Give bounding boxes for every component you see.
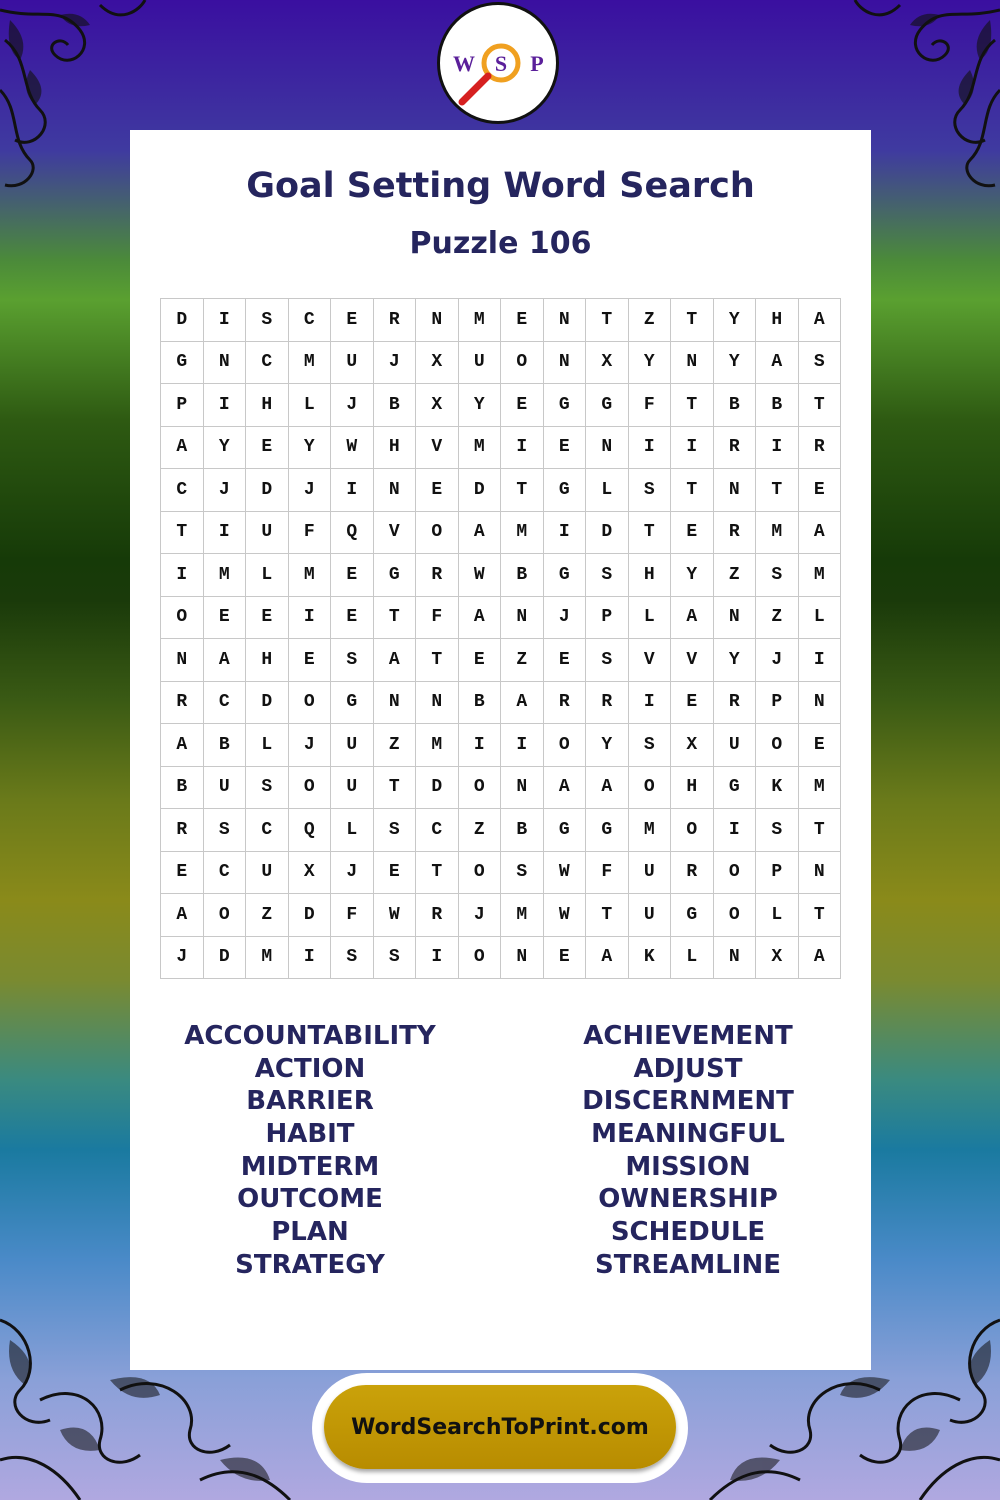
grid-cell[interactable]: R	[161, 809, 204, 852]
grid-cell[interactable]: T	[799, 809, 842, 852]
grid-cell[interactable]: I	[204, 384, 247, 427]
grid-cell[interactable]: U	[714, 724, 757, 767]
grid-cell[interactable]: C	[289, 299, 332, 342]
word-item: ACHIEVEMENT	[583, 1021, 793, 1051]
grid-cell[interactable]: E	[544, 937, 587, 980]
grid-cell[interactable]: N	[501, 937, 544, 980]
grid-cell[interactable]: G	[544, 384, 587, 427]
grid-cell[interactable]: B	[501, 809, 544, 852]
grid-cell[interactable]: N	[714, 597, 757, 640]
grid-cell[interactable]: Z	[629, 299, 672, 342]
grid-cell[interactable]: A	[544, 767, 587, 810]
grid-cell[interactable]: P	[586, 597, 629, 640]
word-item: STREAMLINE	[595, 1249, 781, 1280]
word-item: HABIT	[265, 1119, 355, 1150]
logo-letter-p: P	[530, 51, 544, 76]
grid-cell[interactable]: N	[374, 682, 417, 725]
grid-cell[interactable]: U	[204, 767, 247, 810]
grid-cell[interactable]: I	[671, 427, 714, 470]
grid-cell[interactable]: M	[289, 342, 332, 385]
grid-cell[interactable]: R	[374, 299, 417, 342]
grid-cell[interactable]: L	[799, 597, 842, 640]
grid-cell[interactable]: I	[331, 469, 374, 512]
grid-cell[interactable]: V	[416, 427, 459, 470]
grid-cell[interactable]: T	[416, 852, 459, 895]
grid-cell[interactable]: Z	[714, 554, 757, 597]
grid-cell[interactable]: T	[799, 384, 842, 427]
grid-cell[interactable]: Y	[714, 299, 757, 342]
grid-cell[interactable]: J	[331, 852, 374, 895]
grid-cell[interactable]: B	[204, 724, 247, 767]
grid-cell[interactable]: W	[331, 427, 374, 470]
grid-cell[interactable]: N	[416, 682, 459, 725]
grid-cell[interactable]: S	[501, 852, 544, 895]
grid-cell[interactable]: M	[246, 937, 289, 980]
grid-cell[interactable]: K	[629, 937, 672, 980]
grid-cell[interactable]: I	[161, 554, 204, 597]
ornament-top-right	[850, 0, 1000, 200]
grid-cell[interactable]: E	[671, 682, 714, 725]
grid-cell[interactable]: N	[544, 342, 587, 385]
grid-cell[interactable]: L	[331, 809, 374, 852]
grid-cell[interactable]: A	[799, 299, 842, 342]
grid-cell[interactable]: D	[459, 469, 502, 512]
grid-cell[interactable]: J	[289, 469, 332, 512]
grid-cell[interactable]: L	[671, 937, 714, 980]
word-item: BARRIER	[246, 1086, 374, 1117]
grid-cell[interactable]: Y	[629, 342, 672, 385]
grid-cell[interactable]: O	[459, 852, 502, 895]
logo-letter-w: W	[453, 51, 475, 76]
grid-cell[interactable]: B	[501, 554, 544, 597]
grid-cell[interactable]: S	[374, 937, 417, 980]
grid-cell[interactable]: N	[204, 342, 247, 385]
site-link-text: WordSearchToPrint.com	[351, 1414, 649, 1440]
grid-cell[interactable]: N	[714, 937, 757, 980]
grid-cell[interactable]: U	[331, 767, 374, 810]
grid-cell[interactable]: O	[501, 342, 544, 385]
grid-cell[interactable]: G	[544, 809, 587, 852]
grid-cell[interactable]: E	[544, 427, 587, 470]
grid-cell[interactable]: J	[459, 894, 502, 937]
grid-cell[interactable]: W	[459, 554, 502, 597]
grid-cell[interactable]: T	[799, 894, 842, 937]
grid-cell[interactable]: J	[289, 724, 332, 767]
puzzle-title: Goal Setting Word Search	[246, 166, 755, 206]
grid-cell[interactable]: B	[714, 384, 757, 427]
grid-cell[interactable]: I	[629, 682, 672, 725]
grid-cell[interactable]: I	[799, 639, 842, 682]
word-item: PLAN	[271, 1217, 349, 1248]
grid-cell[interactable]: L	[246, 554, 289, 597]
magnifier-icon	[440, 5, 556, 121]
grid-cell[interactable]: T	[161, 512, 204, 555]
grid-cell[interactable]: P	[756, 682, 799, 725]
grid-cell[interactable]: S	[799, 342, 842, 385]
grid-cell[interactable]: Q	[331, 512, 374, 555]
grid-cell[interactable]: F	[629, 384, 672, 427]
grid-cell[interactable]: I	[416, 937, 459, 980]
logo-letter-s: S	[494, 51, 508, 76]
grid-cell[interactable]: E	[416, 469, 459, 512]
grid-cell[interactable]: I	[459, 724, 502, 767]
grid-cell[interactable]: M	[459, 427, 502, 470]
grid-cell[interactable]: U	[246, 852, 289, 895]
grid-cell[interactable]: A	[756, 342, 799, 385]
grid-cell[interactable]: D	[289, 894, 332, 937]
grid-cell[interactable]: G	[714, 767, 757, 810]
grid-cell[interactable]: B	[374, 384, 417, 427]
grid-cell[interactable]: T	[501, 469, 544, 512]
puzzle-panel	[130, 130, 871, 1370]
grid-cell[interactable]: Z	[246, 894, 289, 937]
grid-cell[interactable]: N	[586, 427, 629, 470]
grid-cell[interactable]: M	[629, 809, 672, 852]
grid-cell[interactable]: S	[331, 639, 374, 682]
grid-cell[interactable]: L	[246, 724, 289, 767]
grid-cell[interactable]: I	[544, 512, 587, 555]
grid-cell[interactable]: M	[459, 299, 502, 342]
grid-cell[interactable]: O	[544, 724, 587, 767]
word-item: MIDTERM	[240, 1151, 380, 1182]
grid-cell[interactable]: T	[374, 767, 417, 810]
grid-cell[interactable]: S	[629, 469, 672, 512]
grid-cell[interactable]: A	[501, 682, 544, 725]
grid-cell[interactable]: J	[756, 639, 799, 682]
grid-cell[interactable]: N	[799, 682, 842, 725]
grid-cell[interactable]: S	[756, 809, 799, 852]
grid-cell[interactable]: I	[289, 597, 332, 640]
word-item: OUTCOME	[237, 1184, 383, 1215]
grid-cell[interactable]: J	[374, 342, 417, 385]
grid-cell[interactable]: D	[161, 299, 204, 342]
grid-cell[interactable]: W	[374, 894, 417, 937]
grid-cell[interactable]: E	[331, 554, 374, 597]
grid-cell[interactable]: S	[246, 767, 289, 810]
grid-cell[interactable]: V	[374, 512, 417, 555]
grid-cell[interactable]: M	[416, 724, 459, 767]
grid-cell[interactable]: S	[756, 554, 799, 597]
grid-cell[interactable]: D	[586, 512, 629, 555]
grid-cell[interactable]: A	[374, 639, 417, 682]
grid-cell[interactable]: T	[586, 894, 629, 937]
grid-cell[interactable]: N	[374, 469, 417, 512]
grid-cell[interactable]: Y	[714, 342, 757, 385]
grid-cell[interactable]: T	[629, 512, 672, 555]
grid-cell[interactable]: T	[671, 469, 714, 512]
grid-cell[interactable]: L	[289, 384, 332, 427]
grid-cell[interactable]: L	[629, 597, 672, 640]
grid-cell[interactable]: X	[416, 384, 459, 427]
grid-cell[interactable]: B	[459, 682, 502, 725]
grid-cell[interactable]: A	[459, 512, 502, 555]
grid-cell[interactable]: A	[799, 937, 842, 980]
grid-cell[interactable]: Y	[204, 427, 247, 470]
grid-cell[interactable]: U	[246, 512, 289, 555]
grid-cell[interactable]: I	[501, 427, 544, 470]
grid-cell[interactable]: I	[501, 724, 544, 767]
grid-cell[interactable]: D	[204, 937, 247, 980]
grid-cell[interactable]: N	[671, 342, 714, 385]
grid-cell[interactable]: P	[756, 852, 799, 895]
grid-cell[interactable]: G	[586, 809, 629, 852]
grid-cell[interactable]: R	[586, 682, 629, 725]
grid-cell[interactable]: Y	[671, 554, 714, 597]
word-item: ADJUST	[633, 1053, 743, 1084]
grid-cell[interactable]: D	[416, 767, 459, 810]
grid-cell[interactable]: O	[629, 767, 672, 810]
word-item: ACCOUNTABILITY	[184, 1021, 436, 1051]
grid-cell[interactable]: Y	[289, 427, 332, 470]
grid-cell[interactable]: B	[756, 384, 799, 427]
grid-cell[interactable]: Z	[459, 809, 502, 852]
grid-cell[interactable]: E	[501, 384, 544, 427]
grid-cell[interactable]: X	[416, 342, 459, 385]
grid-cell[interactable]: L	[586, 469, 629, 512]
grid-cell[interactable]: E	[799, 724, 842, 767]
grid-cell[interactable]: S	[586, 639, 629, 682]
grid-cell[interactable]: O	[161, 597, 204, 640]
grid-cell[interactable]: N	[501, 597, 544, 640]
grid-cell[interactable]: O	[671, 809, 714, 852]
grid-cell[interactable]: I	[204, 512, 247, 555]
grid-cell[interactable]: G	[671, 894, 714, 937]
grid-cell[interactable]: X	[289, 852, 332, 895]
grid-cell[interactable]: T	[374, 597, 417, 640]
grid-cell[interactable]: C	[204, 682, 247, 725]
grid-cell[interactable]: C	[161, 469, 204, 512]
grid-cell[interactable]: O	[459, 937, 502, 980]
grid-cell[interactable]: A	[161, 894, 204, 937]
grid-cell[interactable]: A	[586, 937, 629, 980]
grid-cell[interactable]: M	[799, 554, 842, 597]
grid-cell[interactable]: N	[416, 299, 459, 342]
grid-cell[interactable]: R	[416, 554, 459, 597]
grid-cell[interactable]: T	[586, 299, 629, 342]
grid-cell[interactable]: R	[714, 427, 757, 470]
grid-cell[interactable]: R	[714, 512, 757, 555]
grid-cell[interactable]: Y	[586, 724, 629, 767]
grid-cell[interactable]: S	[204, 809, 247, 852]
grid-cell[interactable]: H	[671, 767, 714, 810]
grid-cell[interactable]: E	[374, 852, 417, 895]
word-list-right	[523, 1020, 853, 1282]
grid-cell[interactable]: X	[671, 724, 714, 767]
grid-cell[interactable]: K	[756, 767, 799, 810]
grid-cell[interactable]: G	[161, 342, 204, 385]
grid-cell[interactable]: A	[586, 767, 629, 810]
grid-cell[interactable]: S	[374, 809, 417, 852]
grid-cell[interactable]: N	[544, 299, 587, 342]
grid-cell[interactable]: H	[246, 639, 289, 682]
grid-cell[interactable]: J	[161, 937, 204, 980]
puzzle-number: Puzzle 106	[409, 226, 592, 261]
grid-cell[interactable]: C	[416, 809, 459, 852]
grid-cell[interactable]: J	[331, 384, 374, 427]
grid-cell[interactable]: T	[756, 469, 799, 512]
grid-cell[interactable]: R	[714, 682, 757, 725]
word-item: MEANINGFUL	[591, 1119, 785, 1150]
grid-cell[interactable]: M	[289, 554, 332, 597]
grid-cell[interactable]: O	[714, 852, 757, 895]
grid-cell[interactable]: E	[799, 469, 842, 512]
grid-cell[interactable]: V	[671, 639, 714, 682]
grid-cell[interactable]: Z	[501, 639, 544, 682]
grid-cell[interactable]: A	[161, 427, 204, 470]
grid-cell[interactable]: M	[799, 767, 842, 810]
ornament-top-left	[0, 0, 150, 200]
grid-cell[interactable]: O	[289, 767, 332, 810]
grid-cell[interactable]: E	[459, 639, 502, 682]
grid-cell[interactable]: O	[416, 512, 459, 555]
grid-cell[interactable]: N	[799, 852, 842, 895]
grid-cell[interactable]: E	[544, 639, 587, 682]
grid-cell[interactable]: A	[204, 639, 247, 682]
grid-cell[interactable]: D	[246, 682, 289, 725]
grid-cell[interactable]: O	[459, 767, 502, 810]
grid-cell[interactable]: V	[629, 639, 672, 682]
grid-cell[interactable]: E	[246, 597, 289, 640]
grid-cell[interactable]: C	[246, 342, 289, 385]
grid-cell[interactable]: H	[374, 427, 417, 470]
grid-cell[interactable]: G	[331, 682, 374, 725]
grid-cell[interactable]: O	[289, 682, 332, 725]
grid-cell[interactable]: Z	[756, 597, 799, 640]
grid-cell[interactable]: U	[331, 342, 374, 385]
grid-cell[interactable]: T	[671, 384, 714, 427]
grid-cell[interactable]: J	[544, 597, 587, 640]
grid-cell[interactable]: N	[714, 469, 757, 512]
footer-banner	[312, 1373, 688, 1483]
grid-cell[interactable]: S	[629, 724, 672, 767]
word-item: DISCERNMENT	[582, 1086, 794, 1117]
letter-grid	[160, 298, 841, 979]
grid-cell[interactable]: N	[161, 639, 204, 682]
grid-cell[interactable]: N	[501, 767, 544, 810]
grid-cell[interactable]: F	[586, 852, 629, 895]
grid-cell[interactable]: C	[204, 852, 247, 895]
grid-cell[interactable]: S	[246, 299, 289, 342]
word-item: MISSION	[625, 1151, 751, 1182]
grid-cell[interactable]: F	[289, 512, 332, 555]
grid-cell[interactable]: U	[331, 724, 374, 767]
grid-cell[interactable]: Y	[714, 639, 757, 682]
grid-cell[interactable]: A	[671, 597, 714, 640]
grid-cell[interactable]: A	[799, 512, 842, 555]
grid-cell[interactable]: W	[544, 894, 587, 937]
grid-cell[interactable]: E	[246, 427, 289, 470]
grid-cell[interactable]: M	[204, 554, 247, 597]
word-item: OWNERSHIP	[598, 1184, 778, 1215]
grid-cell[interactable]: E	[161, 852, 204, 895]
grid-cell[interactable]: I	[714, 809, 757, 852]
grid-cell[interactable]: Q	[289, 809, 332, 852]
grid-cell[interactable]: O	[714, 894, 757, 937]
grid-cell[interactable]: E	[671, 512, 714, 555]
grid-cell[interactable]: E	[289, 639, 332, 682]
grid-cell[interactable]: P	[161, 384, 204, 427]
grid-cell[interactable]: M	[501, 894, 544, 937]
grid-cell[interactable]: Y	[459, 384, 502, 427]
grid-cell[interactable]: M	[756, 512, 799, 555]
grid-cell[interactable]: X	[756, 937, 799, 980]
grid-cell[interactable]: I	[204, 299, 247, 342]
grid-cell[interactable]: U	[629, 852, 672, 895]
grid-cell[interactable]: A	[459, 597, 502, 640]
word-item: SCHEDULE	[610, 1217, 766, 1248]
grid-cell[interactable]: U	[459, 342, 502, 385]
grid-cell[interactable]: H	[246, 384, 289, 427]
word-item: STRATEGY	[235, 1249, 385, 1280]
grid-cell[interactable]: W	[544, 852, 587, 895]
grid-cell[interactable]: E	[501, 299, 544, 342]
grid-cell[interactable]: L	[756, 894, 799, 937]
grid-cell[interactable]: O	[756, 724, 799, 767]
grid-cell[interactable]: G	[374, 554, 417, 597]
grid-cell[interactable]: G	[544, 469, 587, 512]
grid-cell[interactable]: M	[501, 512, 544, 555]
grid-cell[interactable]: R	[671, 852, 714, 895]
grid-cell[interactable]: O	[204, 894, 247, 937]
grid-cell[interactable]: D	[246, 469, 289, 512]
grid-cell[interactable]: H	[629, 554, 672, 597]
grid-cell[interactable]: S	[331, 937, 374, 980]
grid-cell[interactable]: A	[161, 724, 204, 767]
grid-cell[interactable]: R	[544, 682, 587, 725]
grid-cell[interactable]: R	[416, 894, 459, 937]
grid-cell[interactable]: C	[246, 809, 289, 852]
word-item: ACTION	[254, 1053, 366, 1084]
site-link-button[interactable]	[324, 1385, 676, 1469]
grid-cell[interactable]: X	[586, 342, 629, 385]
grid-cell[interactable]: T	[416, 639, 459, 682]
grid-cell[interactable]: I	[629, 427, 672, 470]
grid-cell[interactable]: J	[204, 469, 247, 512]
grid-cell[interactable]: B	[161, 767, 204, 810]
word-list-left	[145, 1020, 475, 1282]
grid-cell[interactable]: F	[416, 597, 459, 640]
grid-cell[interactable]: Z	[374, 724, 417, 767]
grid-cell[interactable]: G	[544, 554, 587, 597]
grid-cell[interactable]: E	[331, 597, 374, 640]
grid-cell[interactable]: H	[756, 299, 799, 342]
grid-cell[interactable]: I	[756, 427, 799, 470]
grid-cell[interactable]: R	[799, 427, 842, 470]
grid-cell[interactable]: S	[586, 554, 629, 597]
wsp-logo[interactable]	[437, 2, 559, 124]
grid-cell[interactable]: E	[204, 597, 247, 640]
grid-cell[interactable]: I	[289, 937, 332, 980]
grid-cell[interactable]: E	[331, 299, 374, 342]
grid-cell[interactable]: F	[331, 894, 374, 937]
grid-cell[interactable]: R	[161, 682, 204, 725]
grid-cell[interactable]: U	[629, 894, 672, 937]
grid-cell[interactable]: T	[671, 299, 714, 342]
grid-cell[interactable]: G	[586, 384, 629, 427]
